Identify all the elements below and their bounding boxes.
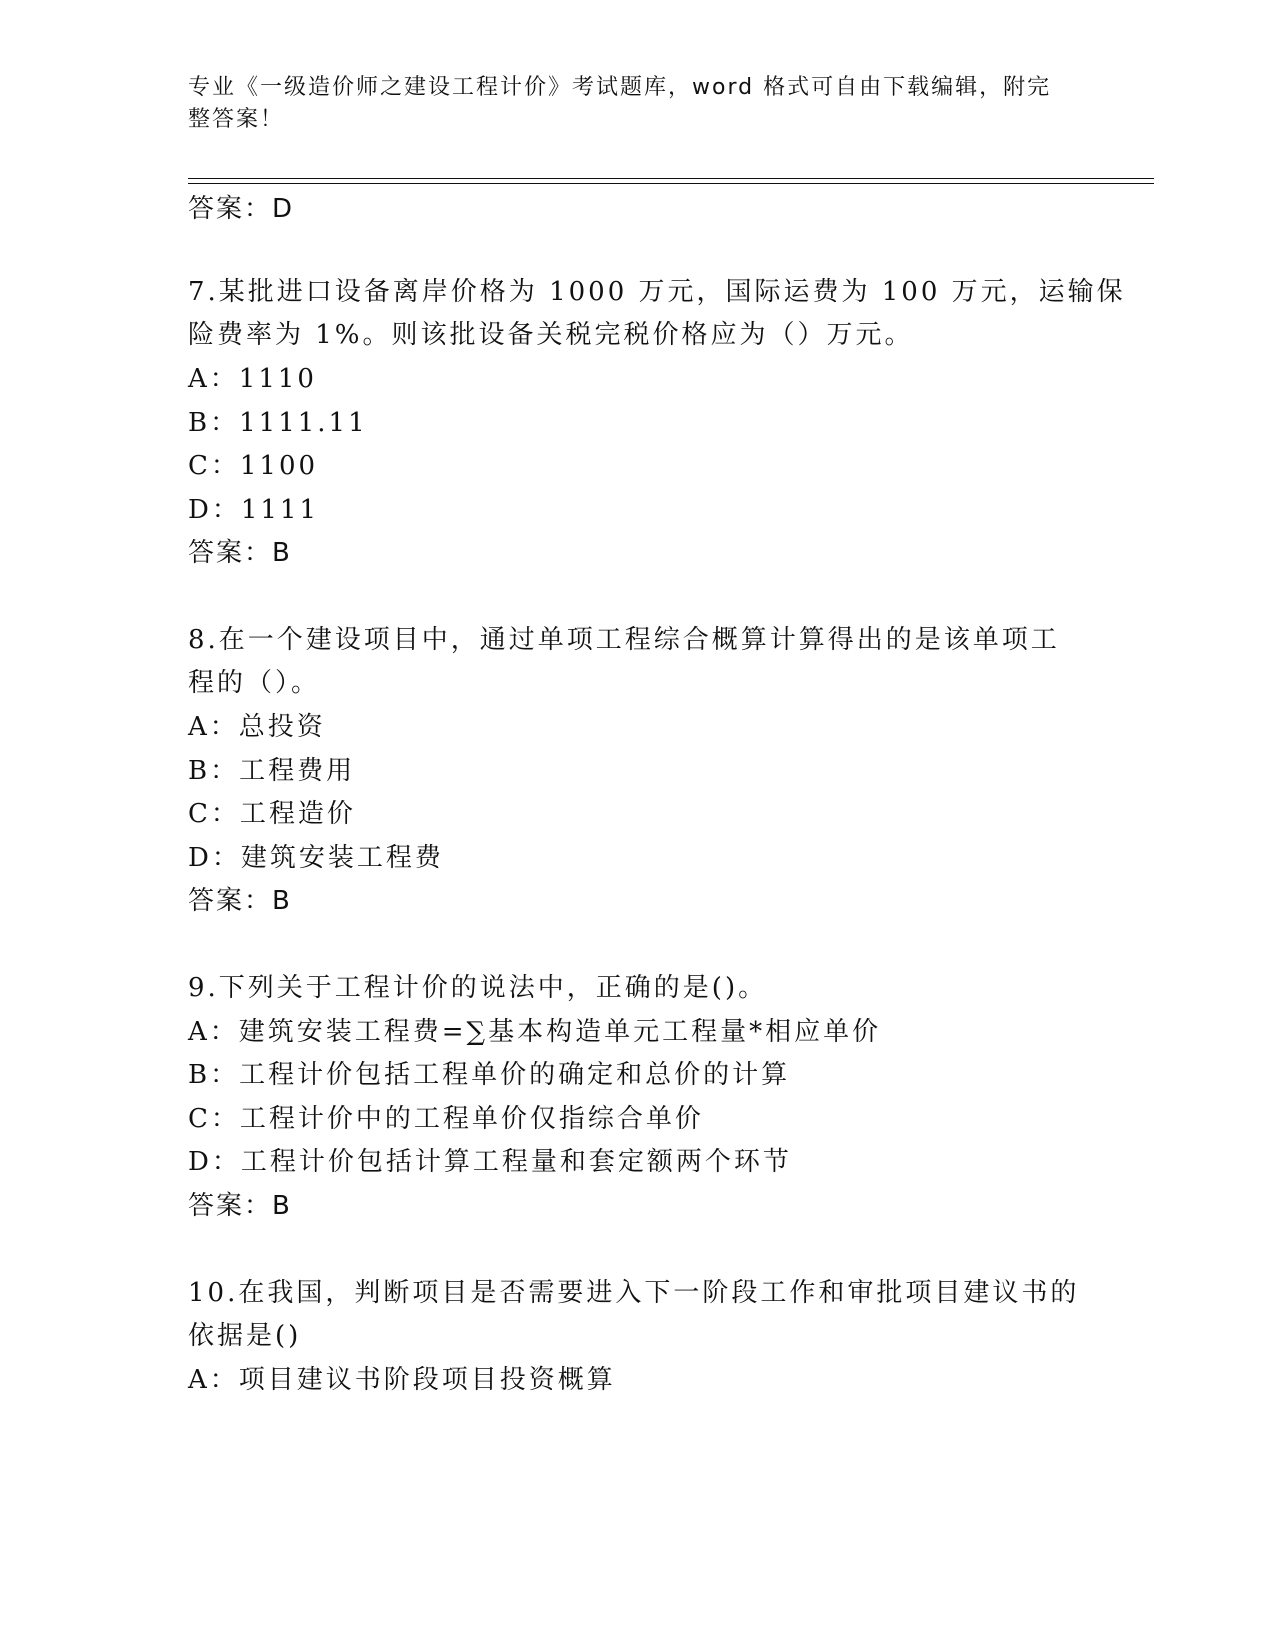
header-rule-top xyxy=(188,178,1154,179)
question-9-option-a: A：建筑安装工程费=∑基本构造单元工程量*相应单价 xyxy=(188,1017,882,1047)
header-line-1: 专业《一级造价师之建设工程计价》考试题库，word 格式可自由下载编辑，附完 xyxy=(188,75,1052,100)
question-10-stem-line-1: 10.在我国，判断项目是否需要进入下一阶段工作和审批项目建议书的 xyxy=(188,1278,1080,1308)
question-9-option-d: D：工程计价包括计算工程量和套定额两个环节 xyxy=(188,1147,792,1177)
answer-previous: 答案：D xyxy=(188,194,295,224)
question-7-option-a: A：1110 xyxy=(188,364,317,394)
question-10-option-a: A：项目建议书阶段项目投资概算 xyxy=(188,1365,616,1395)
question-8-option-d: D：建筑安装工程费 xyxy=(188,843,444,873)
question-8-option-c: C：工程造价 xyxy=(188,799,356,829)
question-7-answer: 答案：B xyxy=(188,538,292,568)
question-9-stem-line-1: 9.下列关于工程计价的说法中，正确的是()。 xyxy=(188,973,768,1003)
question-8-stem-line-2: 程的（）。 xyxy=(188,668,321,698)
question-10-stem-line-2: 依据是() xyxy=(188,1321,302,1351)
question-8-answer: 答案：B xyxy=(188,886,292,916)
header-line-2: 整答案！ xyxy=(188,107,285,132)
question-9-option-b: B：工程计价包括工程单价的确定和总价的计算 xyxy=(188,1060,791,1090)
question-7-stem-line-1: 7.某批进口设备离岸价格为 1000 万元，国际运费为 100 万元，运输保 xyxy=(188,277,1126,307)
question-7-stem-line-2: 险费率为 1%。则该批设备关税完税价格应为（）万元。 xyxy=(188,320,914,350)
question-7-option-b: B：1111.11 xyxy=(188,408,368,438)
header-rule-bottom xyxy=(188,183,1154,184)
question-8-stem-line-1: 8.在一个建设项目中，通过单项工程综合概算计算得出的是该单项工 xyxy=(188,625,1060,655)
question-8-option-b: B：工程费用 xyxy=(188,756,356,786)
page-header xyxy=(188,72,1088,136)
question-9-option-c: C：工程计价中的工程单价仅指综合单价 xyxy=(188,1104,704,1134)
question-7-option-c: C：1100 xyxy=(188,451,319,481)
question-9-answer: 答案：B xyxy=(188,1191,292,1221)
question-8-option-a: A：总投资 xyxy=(188,712,326,742)
question-7-option-d: D：1111 xyxy=(188,495,320,525)
